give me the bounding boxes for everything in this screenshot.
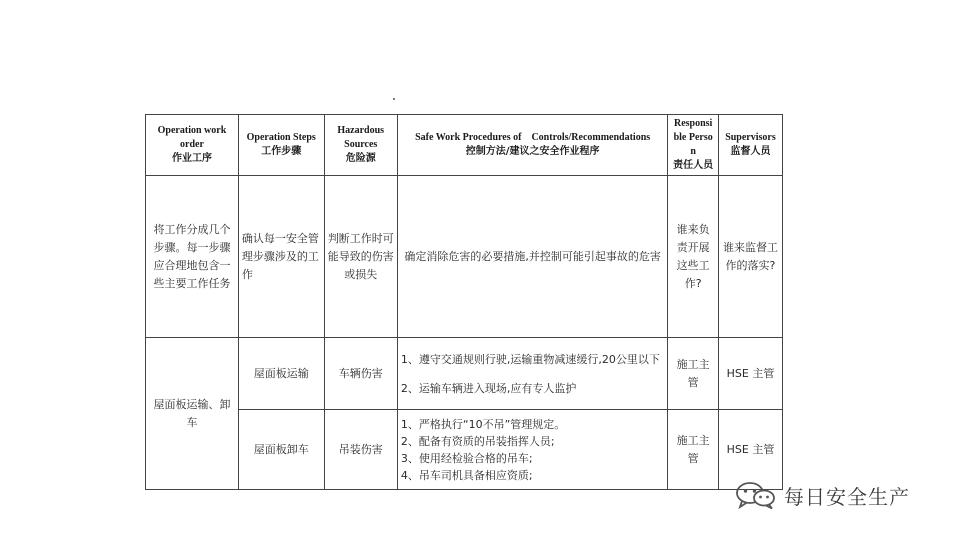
procedure-cell — [397, 338, 667, 410]
watermark-text: 每日安全生产 — [784, 484, 910, 509]
supervisor-cell: HSE 主管 — [718, 338, 782, 410]
header-procedures: Safe Work Procedures of Controls/Recommendations 控制方法/建议之安全作业程序 — [397, 115, 667, 176]
supervisor-cell: HSE 主管 — [718, 410, 782, 490]
table-row — [146, 338, 783, 410]
desc-responsible: 谁来负责开展这些工作? — [668, 176, 719, 338]
speck — [393, 98, 395, 100]
desc-steps: 确认每一安全管理步骤涉及的工作 — [238, 176, 324, 338]
wechat-icon — [734, 480, 778, 510]
description-row — [146, 176, 783, 338]
desc-hazards: 判断工作时可能导致的伤害或损失 — [324, 176, 397, 338]
procedure-item: 4、吊车司机具备相应资质; — [400, 468, 533, 482]
header-responsible: Responsible Person 责任人员 — [668, 115, 719, 176]
procedure-item: 2、运输车辆进入现场,应有专人监护 — [400, 381, 577, 395]
table-row — [146, 410, 783, 490]
procedure-item: 1、严格执行“10不吊”管理规定。 — [400, 417, 566, 431]
header-hazards: Hazardous Sources 危险源 — [324, 115, 397, 176]
step-cell: 屋面板卸车 — [238, 410, 324, 490]
responsible-cell: 施工主管 — [668, 410, 719, 490]
desc-supervisors: 谁来监督工作的落实? — [718, 176, 782, 338]
responsible-cell: 施工主管 — [668, 338, 719, 410]
hazard-cell: 吊装伤害 — [324, 410, 397, 490]
procedure-cell — [397, 410, 667, 490]
header-row — [146, 115, 783, 176]
procedure-item: 1、遵守交通规则行驶,运输重物减速缓行,20公里以下 — [400, 352, 660, 366]
procedure-item: 3、使用经检验合格的吊车; — [400, 451, 533, 465]
desc-work-order: 将工作分成几个步骤。每一步骤应合理地包含一些主要工作任务 — [146, 176, 239, 338]
hazard-cell: 车辆伤害 — [324, 338, 397, 410]
header-steps: Operation Steps 工作步骤 — [238, 115, 324, 176]
safety-procedure-table — [145, 114, 783, 490]
watermark — [734, 480, 910, 510]
step-cell: 屋面板运输 — [238, 338, 324, 410]
work-order-cell: 屋面板运输、卸车 — [146, 338, 239, 490]
desc-procedures: 确定消除危害的必要措施,并控制可能引起事故的危害 — [397, 176, 667, 338]
header-supervisors: Supervisors 监督人员 — [718, 115, 782, 176]
procedure-item: 2、配备有资质的吊装指挥人员; — [400, 434, 555, 448]
header-work-order: Operation work order 作业工序 — [146, 115, 239, 176]
